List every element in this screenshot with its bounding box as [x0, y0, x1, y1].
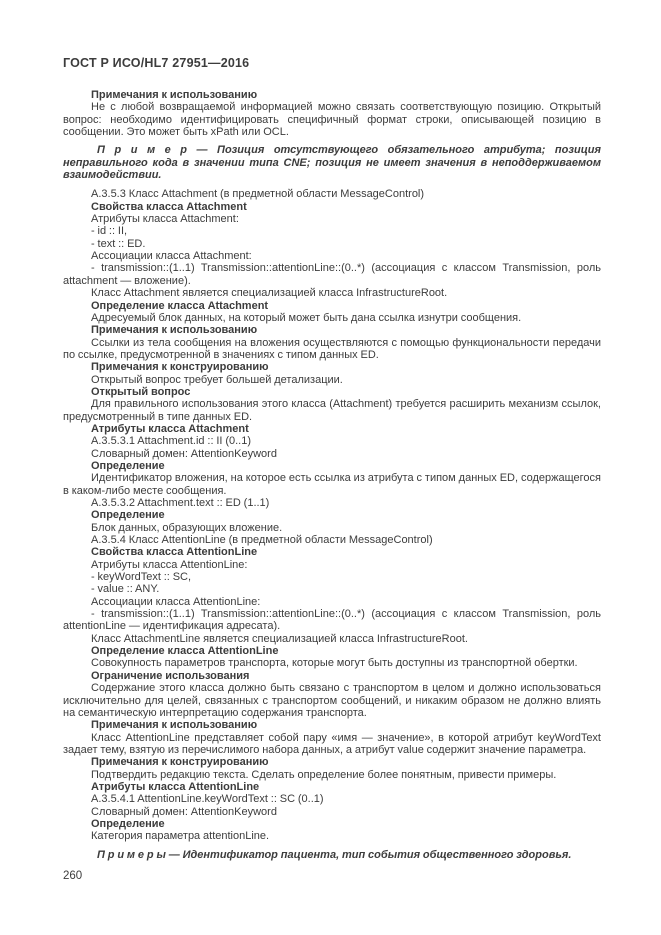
doc-paragraph: Содержание этого класса должно быть связано с транспортом в целом и должно использоваться исключительно для целей, связанных с транспортом сообщений, и никаким образом не должно влиять на семантическую интерпретацию содержания транспорта.: [63, 682, 601, 719]
doc-paragraph: Ассоциации класса Attachment:: [91, 250, 252, 263]
doc-paragraph: Для правильного использования этого класса (Attachment) требуется расширить механизм ссылок, предусмотренный в типе данных ED.: [63, 398, 601, 423]
doc-paragraph: Ссылки из тела сообщения на вложения осуществляются с помощью функциональности передачи по ссылке, предусмотренной в значениях с типом данных ED.: [63, 336, 601, 361]
page-number: 260: [63, 869, 83, 882]
doc-paragraph: Категория параметра attentionLine.: [91, 830, 270, 843]
doc-paragraph: Блок данных, образующих вложение.: [91, 521, 283, 534]
doc-body: [63, 89, 601, 861]
doc-heading: Определение класса AttentionLine: [91, 645, 279, 658]
doc-list-item: - value :: ANY.: [91, 583, 160, 596]
doc-paragraph: Словарный домен: AttentionKeyword: [91, 805, 277, 818]
doc-heading: Определение: [91, 459, 165, 472]
doc-heading: Ограничение использования: [91, 669, 250, 682]
doc-list-item: - id :: II,: [91, 225, 128, 238]
doc-paragraph: A.3.5.3.1 Attachment.id :: II (0..1): [91, 435, 252, 448]
doc-heading: Атрибуты класса AttentionLine: [91, 780, 260, 793]
doc-heading: Атрибуты класса Attachment: [91, 422, 249, 435]
doc-example: П р и м е р — Позиция отсутствующего обязательного атрибута; позиция неправильного кода в значении типа CNE; позиция не имеет значения в неподдерживаемом взаимодействии.: [63, 144, 601, 182]
doc-paragraph: Адресуемый блок данных, на который может быть дана ссылка изнутри сообщения.: [91, 311, 522, 324]
doc-paragraph: Словарный домен: AttentionKeyword: [91, 447, 277, 460]
doc-heading: Определение класса Attachment: [91, 299, 269, 312]
doc-heading: Свойства класса AttentionLine: [91, 546, 258, 559]
doc-paragraph: A.3.5.3 Класс Attachment (в предметной области MessageControl): [91, 188, 425, 201]
doc-heading: Определение: [91, 817, 165, 830]
doc-list-item: - transmission::(1..1) Transmission::attentionLine::(0..*) (ассоциация с классом Transmission, роль attachment — вложение).: [63, 262, 601, 287]
doc-paragraph: Атрибуты класса Attachment:: [91, 213, 239, 226]
doc-paragraph: Класс AttentionLine представляет собой пару «имя — значение», в которой атрибут keyWordText задает тему, взятую из перечислимого набора данных, а атрибут value содержит значение параметра.: [63, 731, 601, 756]
doc-heading: Примечания к использованию: [91, 89, 258, 101]
doc-heading: Свойства класса Attachment: [91, 200, 247, 213]
doc-paragraph: Атрибуты класса AttentionLine:: [91, 558, 248, 571]
doc-paragraph: Не с любой возвращаемой информацией можно связать соответствующую позицию. Открытый вопрос: необходимо идентифицировать специфичный формат строки, описывающей позицию в сообщении. Это может быть xPath или OCL.: [63, 101, 601, 139]
doc-paragraph: Класс Attachment является специализацией класса InfrastructureRoot.: [91, 287, 448, 300]
doc-list-item: - text :: ED.: [91, 237, 146, 250]
doc-heading: Примечания к конструированию: [91, 756, 269, 769]
doc-example: П р и м е р ы — Идентификатор пациента, тип события общественного здоровья.: [97, 848, 572, 861]
doc-list-item: - keyWordText :: SC,: [91, 571, 192, 584]
doc-paragraph: A.3.5.3.2 Attachment.text :: ED (1..1): [91, 497, 270, 509]
doc-heading: Примечания к конструированию: [91, 361, 269, 374]
doc-paragraph: Совокупность параметров транспорта, которые могут быть доступны из транспортной обертки.: [91, 657, 578, 670]
doc-paragraph: A.3.5.4 Класс AttentionLine (в предметной области MessageControl): [91, 534, 433, 547]
doc-paragraph: A.3.5.4.1 AttentionLine.keyWordText :: SC (0..1): [91, 793, 324, 806]
doc-paragraph: Открытый вопрос требует большей детализации.: [91, 373, 343, 386]
doc-heading: Открытый вопрос: [91, 385, 191, 398]
doc-paragraph: Идентификатор вложения, на которое есть ссылка из атрибута с типом данных ED, содержащегося в каком-либо месте сообщения.: [63, 472, 601, 497]
doc-paragraph: Класс AttachmentLine является специализацией класса InfrastructureRoot.: [91, 632, 468, 645]
doc-paragraph: Ассоциации класса AttentionLine:: [91, 595, 261, 608]
doc-standard-title: ГОСТ Р ИСО/HL7 27951—2016: [63, 56, 250, 70]
doc-list-item: - transmission::(1..1) Transmission::attentionLine::(0..*) (ассоциация с классом Transmission, роль attentionLine — идентификация адресата).: [63, 608, 601, 633]
doc-heading: Примечания к использованию: [91, 719, 258, 732]
doc-paragraph: Подтвердить редакцию текста. Сделать определение более понятным, привести примеры.: [91, 768, 557, 781]
doc-heading: Примечания к использованию: [91, 324, 258, 337]
doc-heading: Определение: [91, 509, 165, 522]
